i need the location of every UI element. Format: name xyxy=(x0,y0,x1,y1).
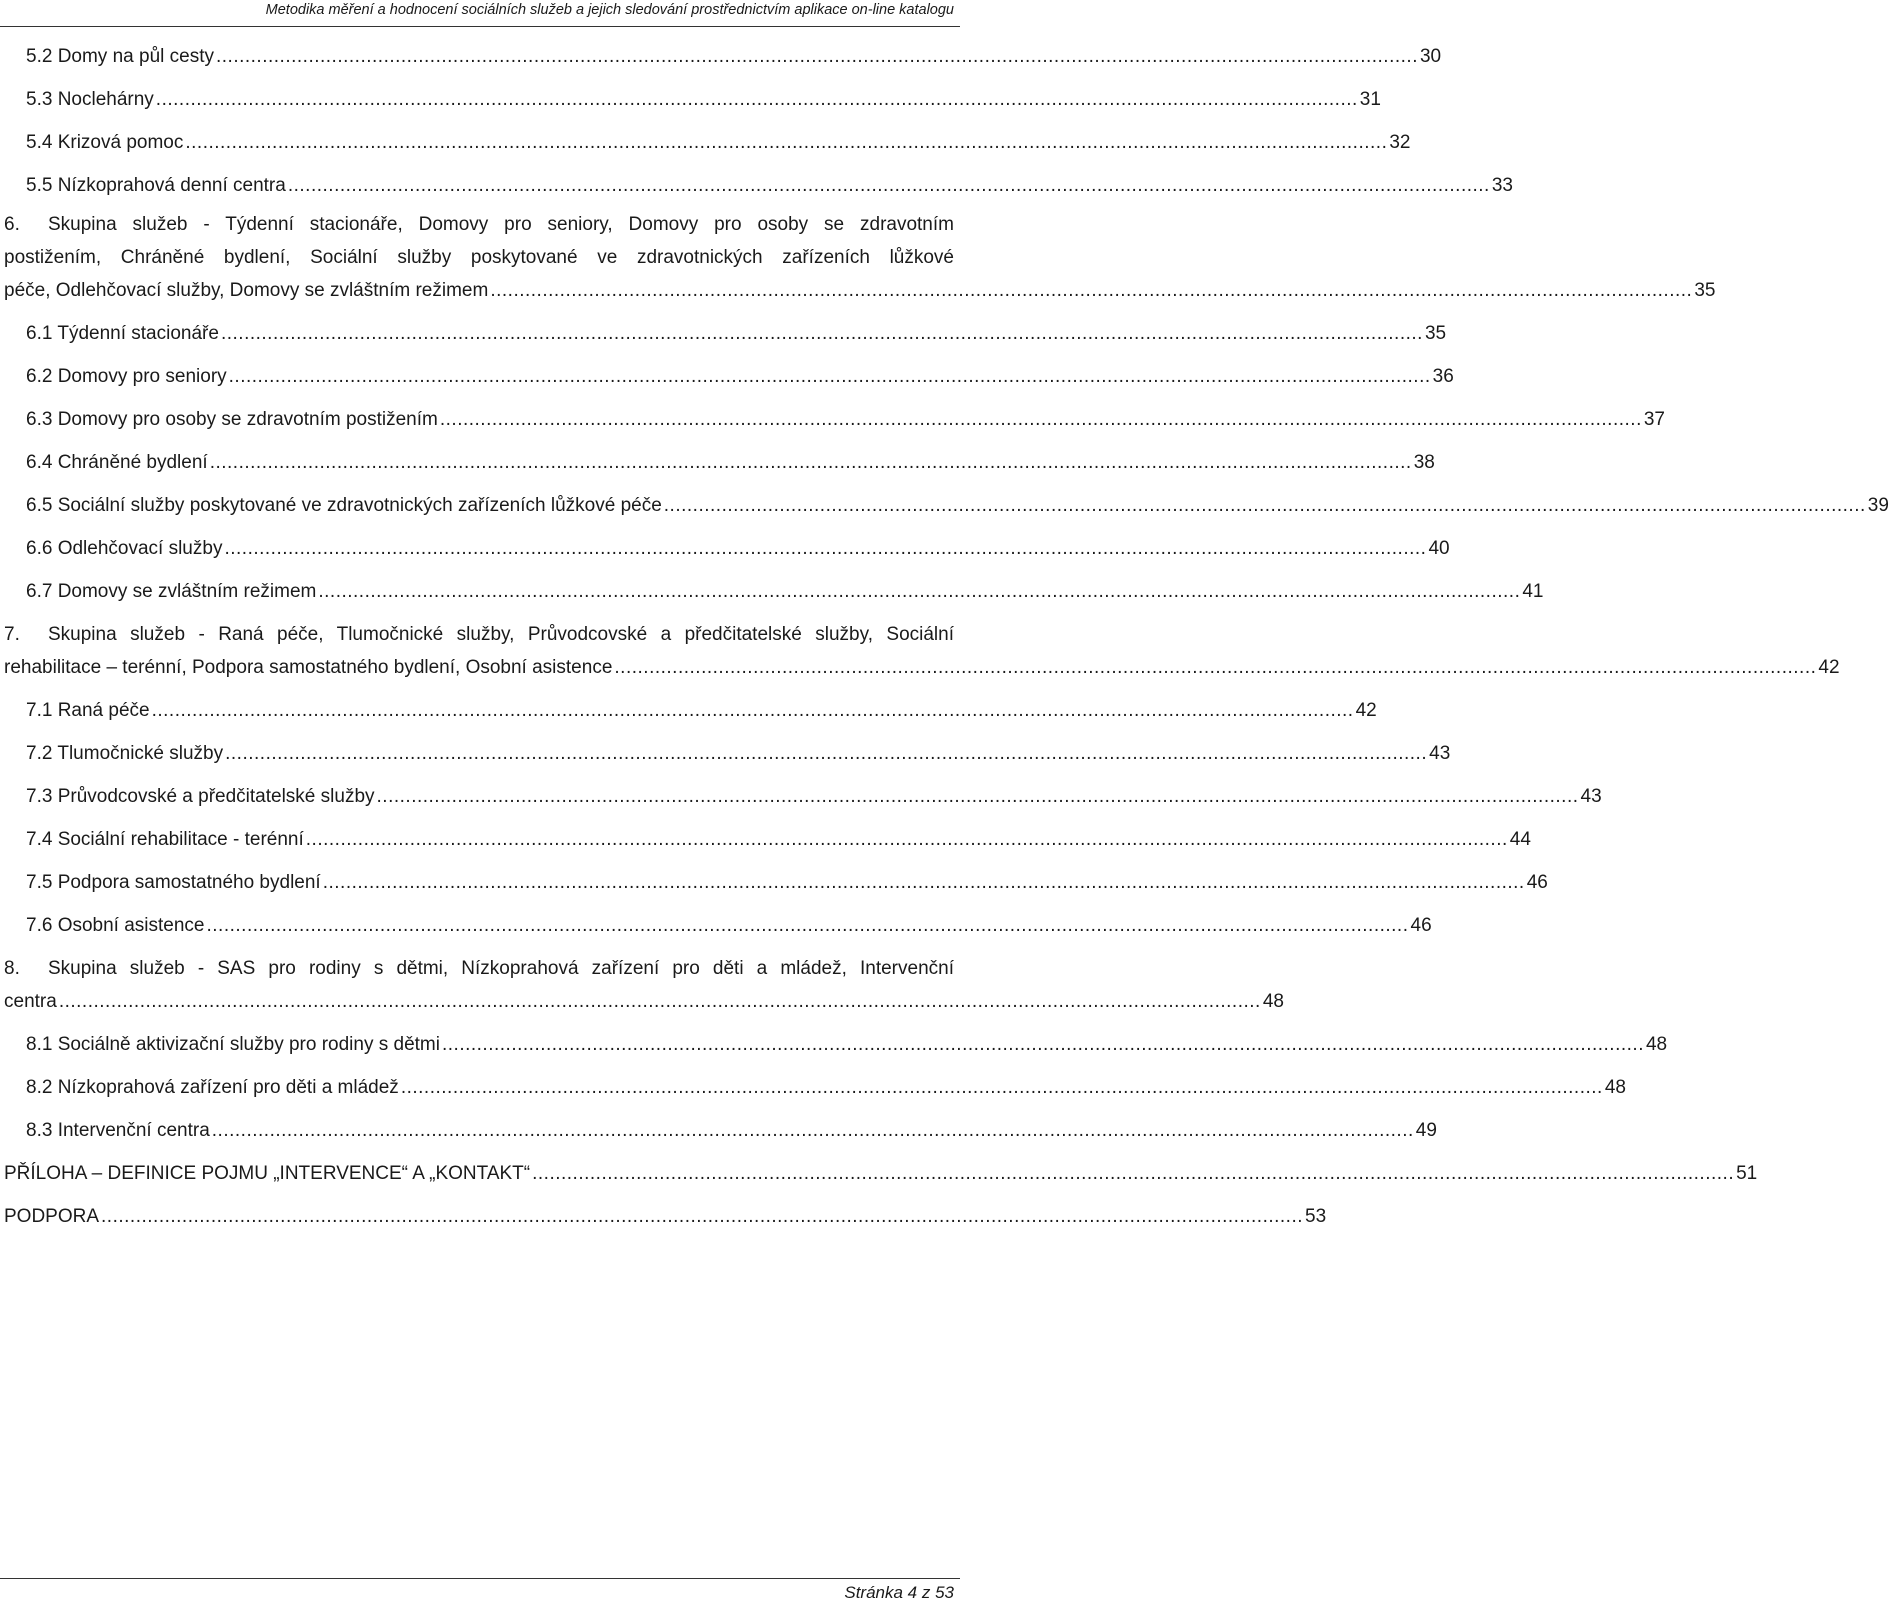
toc-leader: ................................................................................................................................................................................................................ xyxy=(220,323,1423,344)
page-footer xyxy=(0,1578,960,1613)
toc-page: 40 xyxy=(1428,538,1450,559)
toc-leader: ................................................................................................................................................................................................................ xyxy=(215,46,1418,67)
toc-entry[interactable] xyxy=(0,1028,1668,1061)
toc-label: 7.3 Průvodcovské a předčitatelské služby xyxy=(26,786,375,807)
toc-label: 6.6 Odlehčovací služby xyxy=(26,538,223,559)
toc-entry[interactable] xyxy=(0,823,1531,856)
toc-label: 5.2 Domy na půl cesty xyxy=(26,46,214,67)
toc-leader: ................................................................................................................................................................................................................ xyxy=(225,743,1428,764)
toc-leader: ................................................................................................................................................................................................................ xyxy=(151,700,1354,721)
toc-section-number: 7. xyxy=(4,624,20,645)
toc-page: 37 xyxy=(1643,409,1665,430)
toc-entry[interactable] xyxy=(0,403,1665,436)
toc-label: 5.3 Noclehárny xyxy=(26,89,154,110)
toc-entry[interactable] xyxy=(0,317,1447,350)
toc-entry[interactable] xyxy=(0,126,1411,159)
toc-section-line xyxy=(4,208,954,241)
toc-label: 5.4 Krizová pomoc xyxy=(26,132,184,153)
toc-entry[interactable] xyxy=(0,83,1381,116)
toc-page: 43 xyxy=(1580,786,1602,807)
toc-leader: ................................................................................................................................................................................................................ xyxy=(322,872,1525,893)
toc-label: 6.2 Domovy pro seniory xyxy=(26,366,227,387)
toc-leader: ................................................................................................................................................................................................................ xyxy=(490,280,1693,301)
toc-entry[interactable] xyxy=(0,694,1377,727)
toc-label: PŘÍLOHA – DEFINICE POJMU „INTERVENCE“ A „KONTAKT“ xyxy=(4,1163,531,1184)
toc-leader: ................................................................................................................................................................................................................ xyxy=(318,581,1521,602)
toc-page: 38 xyxy=(1413,452,1435,473)
toc-leader: ................................................................................................................................................................................................................ xyxy=(441,1034,1644,1055)
toc-label: 8.2 Nízkoprahová zařízení pro děti a mládež xyxy=(26,1077,399,1098)
toc-label: 7.5 Podpora samostatného bydlení xyxy=(26,872,321,893)
toc-section-text: Skupina služeb - Raná péče, Tlumočnické služby, Průvodcovské a předčitatelské služby, Sociální xyxy=(48,624,954,645)
toc-label: rehabilitace – terénní, Podpora samostatného bydlení, Osobní asistence xyxy=(4,657,613,678)
toc-section-entry[interactable] xyxy=(0,952,1284,1018)
toc-leader: ................................................................................................................................................................................................................ xyxy=(439,409,1642,430)
toc-leader: ................................................................................................................................................................................................................ xyxy=(58,991,1261,1012)
toc-page: 39 xyxy=(1867,495,1889,516)
toc-support-entry[interactable] xyxy=(0,1200,1327,1233)
toc-leader: ................................................................................................................................................................................................................ xyxy=(376,786,1579,807)
toc-entry[interactable] xyxy=(0,1114,1437,1147)
toc-section-line xyxy=(4,618,954,651)
toc-page: 33 xyxy=(1491,175,1513,196)
toc-label: 7.4 Sociální rehabilitace - terénní xyxy=(26,829,304,850)
toc-section-entry[interactable] xyxy=(0,618,1840,684)
toc-leader: ................................................................................................................................................................................................................ xyxy=(209,452,1412,473)
toc-label: 6.3 Domovy pro osoby se zdravotním postižením xyxy=(26,409,438,430)
toc-label: PODPORA xyxy=(4,1206,100,1227)
toc-entry[interactable] xyxy=(0,1071,1626,1104)
header-title: Metodika měření a hodnocení sociálních služeb a jejich sledování prostřednictvím aplikace on-line katalogu xyxy=(265,2,954,18)
toc-page: 42 xyxy=(1355,700,1377,721)
toc-page: 41 xyxy=(1522,581,1544,602)
toc-entry[interactable] xyxy=(0,532,1450,565)
toc-label: 7.2 Tlumočnické služby xyxy=(26,743,224,764)
toc-label: 6.4 Chráněné bydlení xyxy=(26,452,208,473)
toc-leader: ................................................................................................................................................................................................................ xyxy=(400,1077,1603,1098)
toc-entry[interactable] xyxy=(0,866,1548,899)
toc-page: 43 xyxy=(1429,743,1451,764)
toc-page: 46 xyxy=(1410,915,1432,936)
toc-label: 8.1 Sociálně aktivizační služby pro rodiny s dětmi xyxy=(26,1034,440,1055)
toc-leader: ................................................................................................................................................................................................................ xyxy=(101,1206,1304,1227)
toc-entry[interactable] xyxy=(0,169,1513,202)
toc-label: péče, Odlehčovací služby, Domovy se zvláštním režimem xyxy=(4,280,489,301)
toc-page: 48 xyxy=(1262,991,1284,1012)
toc-entry[interactable] xyxy=(0,446,1435,479)
toc-section-text: Skupina služeb - Týdenní stacionáře, Domovy pro seniory, Domovy pro osoby se zdravotním xyxy=(48,214,954,235)
toc-label: 5.5 Nízkoprahová denní centra xyxy=(26,175,286,196)
toc-label: 8.3 Intervenční centra xyxy=(26,1120,210,1141)
toc-page: 49 xyxy=(1415,1120,1437,1141)
toc-label: 6.1 Týdenní stacionáře xyxy=(26,323,219,344)
toc-leader: ................................................................................................................................................................................................................ xyxy=(224,538,1427,559)
toc-page: 42 xyxy=(1818,657,1840,678)
toc-page: 35 xyxy=(1424,323,1447,344)
page-header xyxy=(0,0,960,27)
toc-page: 35 xyxy=(1694,280,1716,301)
toc-label: 6.5 Sociální služby poskytované ve zdravotnických zařízeních lůžkové péče xyxy=(26,495,662,516)
toc-page: 46 xyxy=(1526,872,1548,893)
toc-section-number: 6. xyxy=(4,214,20,235)
toc-page: 48 xyxy=(1604,1077,1626,1098)
toc-leader: ................................................................................................................................................................................................................ xyxy=(228,366,1431,387)
toc-entry[interactable] xyxy=(0,489,1889,522)
toc-page: 44 xyxy=(1509,829,1531,850)
toc-entry[interactable] xyxy=(0,40,1442,73)
toc-page: 30 xyxy=(1419,46,1442,67)
toc-label: centra xyxy=(4,991,57,1012)
toc-leader: ................................................................................................................................................................................................................ xyxy=(155,89,1358,110)
toc-label: 7.1 Raná péče xyxy=(26,700,150,721)
page-number: Stránka 4 z 53 xyxy=(844,1583,954,1602)
toc-section-line xyxy=(4,952,954,985)
toc-page: 36 xyxy=(1432,366,1454,387)
toc-page: 31 xyxy=(1359,89,1381,110)
toc-leader: ................................................................................................................................................................................................................ xyxy=(532,1163,1735,1184)
toc-leader: ................................................................................................................................................................................................................ xyxy=(206,915,1409,936)
toc-page: 51 xyxy=(1736,1163,1758,1184)
toc-leader: ................................................................................................................................................................................................................ xyxy=(663,495,1866,516)
table-of-contents xyxy=(0,40,1889,1243)
toc-page: 32 xyxy=(1389,132,1411,153)
toc-section-entry[interactable] xyxy=(0,208,1716,307)
toc-section-text: postižením, Chráněné bydlení, Sociální služby poskytované ve zdravotnických zařízeních lůžkové xyxy=(4,247,954,268)
toc-entry[interactable] xyxy=(0,575,1544,608)
toc-entry[interactable] xyxy=(0,360,1454,393)
toc-section-text: Skupina služeb - SAS pro rodiny s dětmi, Nízkoprahová zařízení pro děti a mládež, Intervenční xyxy=(48,958,954,979)
toc-page: 48 xyxy=(1645,1034,1668,1055)
toc-section-number: 8. xyxy=(4,958,20,979)
toc-entry[interactable] xyxy=(0,780,1602,813)
toc-section-line xyxy=(4,241,954,274)
toc-entry[interactable] xyxy=(0,737,1451,770)
toc-label: 7.6 Osobní asistence xyxy=(26,915,205,936)
toc-leader: ................................................................................................................................................................................................................ xyxy=(614,657,1817,678)
toc-page: 53 xyxy=(1305,1206,1327,1227)
toc-leader: ................................................................................................................................................................................................................ xyxy=(305,829,1508,850)
toc-leader: ................................................................................................................................................................................................................ xyxy=(185,132,1388,153)
toc-entry[interactable] xyxy=(0,909,1432,942)
toc-appendix-entry[interactable] xyxy=(0,1157,1758,1190)
toc-leader: ................................................................................................................................................................................................................ xyxy=(287,175,1490,196)
toc-leader: ................................................................................................................................................................................................................ xyxy=(211,1120,1414,1141)
toc-label: 6.7 Domovy se zvláštním režimem xyxy=(26,581,317,602)
